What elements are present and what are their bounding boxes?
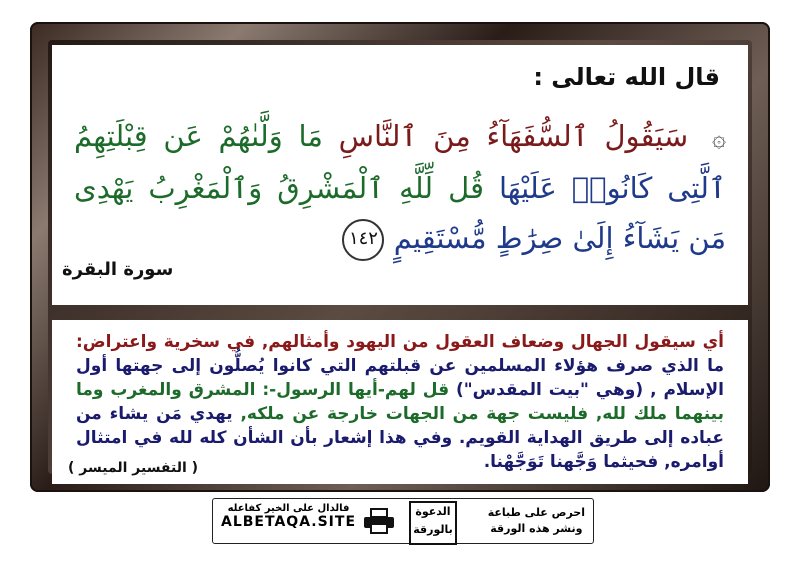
footer-left-line1: فالدال على الخير كفاعله (227, 503, 350, 514)
surah-name: سورة البقرة (62, 259, 174, 280)
tafsir-p5: يهدي مَن يشاء من عباده إلى طريق الهداية القويم. وفي هذا إشعار بأن الشأن كله لله في امتثال أوامره, فحيثما وَجَّهنا تَوَجَّهْنا. (76, 404, 724, 472)
tafsir-source: ( التفسير الميسر ) (68, 460, 199, 476)
dawah-logo (409, 501, 457, 545)
site-url: ALBETAQA.SITE (221, 514, 357, 530)
logo-line2: بالورقة (413, 523, 453, 536)
tafsir-p3: (وهي "بيت المقدس") (456, 380, 644, 400)
ornament-icon: ۞ (711, 124, 727, 152)
quran-verse (74, 111, 726, 263)
footer-print-note (488, 505, 585, 537)
tafsir-text (76, 330, 724, 474)
tafsir-p2: ما الذي صرف هؤلاء المسلمين عن قبلتهم التي كانوا يُصلُّون إلى جهتها أول الإسلام , (76, 356, 725, 400)
logo-line1: الدعوة (415, 505, 451, 518)
footer-right-line1: احرص على طباعة (487, 506, 585, 519)
footer-banner (212, 498, 594, 544)
verse-panel (52, 45, 748, 305)
footer-site (221, 503, 356, 530)
verse-part-2: مَا وَلَّىٰهُمْ عَن قِبْلَتِهِمُ (74, 119, 323, 153)
verse-part-1: سَيَقُولُ ٱلسُّفَهَآءُ مِنَ ٱلنَّاسِ (338, 119, 689, 153)
verse-heading: قال الله تعالى : (533, 63, 720, 91)
tafsir-p4: قل لهم-أيها الرسول-: المشرق والمغرب وما بينهما ملك لله, فليست جهة من الجهات خارجة عن ملكه, (76, 380, 724, 424)
tafsir-panel (52, 320, 748, 484)
footer-right-line2: ونشر هذه الورقة (490, 522, 583, 535)
verse-part-5: مَن يَشَآءُ إِلَىٰ صِرَٰطٍ مُّسْتَقِيمٍ (393, 221, 726, 255)
printer-icon (363, 508, 395, 534)
tafsir-p1: أي سيقول الجهال وضعاف العقول من اليهود وأمثالهم, في سخرية واعتراض: (76, 332, 724, 352)
verse-part-3: ٱلَّتِى كَانُوا۟ عَلَيْهَا (498, 171, 727, 205)
verse-part-4: قُل لِّلَّهِ ٱلْمَشْرِقُ وَٱلْمَغْرِبُ يَهْدِى (74, 171, 484, 205)
ayah-number: ١٤٢ (342, 219, 384, 261)
